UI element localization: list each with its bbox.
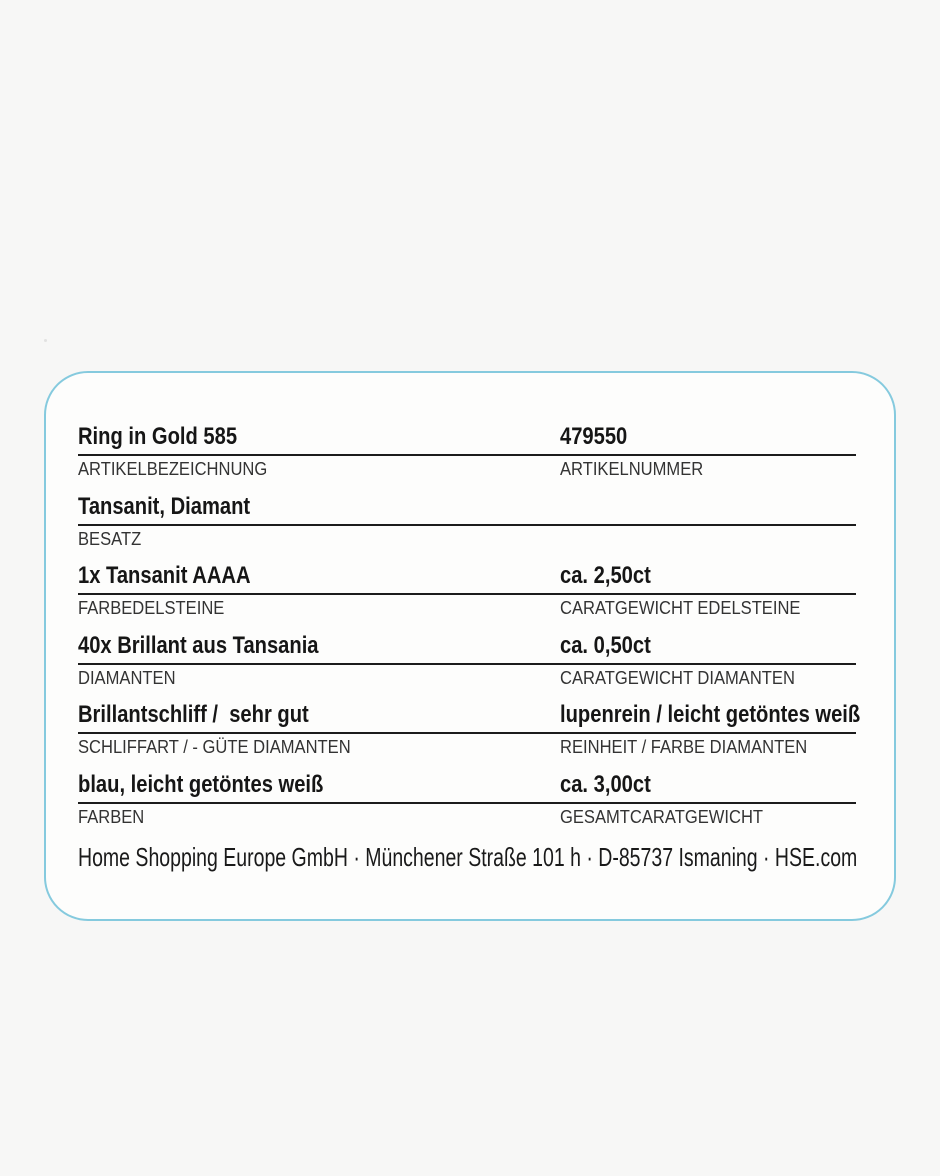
- farben-label: FARBEN: [78, 806, 145, 827]
- background-speck: [44, 339, 47, 342]
- artikelbezeichnung-value: Ring in Gold 585: [78, 423, 238, 450]
- schliffart-value: Brillantschliff / sehr gut: [78, 701, 309, 728]
- spec-row-besatz: [78, 493, 856, 550]
- product-spec-card: [44, 371, 896, 921]
- artikelbezeichnung-label: ARTIKELBEZEICHNUNG: [78, 459, 268, 479]
- caratgewicht-diamanten-value: ca. 0,50ct: [560, 631, 651, 659]
- artikelnummer-value: 479550: [560, 423, 628, 450]
- manufacturer-address-row: [78, 842, 856, 877]
- schliffart-label: SCHLIFFART / - GÜTE DIAMANTEN: [78, 737, 351, 757]
- gesamtcaratgewicht-label: GESAMTCARATGEWICHT: [560, 806, 764, 827]
- farben-value: blau, leicht getöntes weiß: [78, 770, 324, 798]
- besatz-value: Tansanit, Diamant: [78, 492, 251, 520]
- diamanten-value: 40x Brillant aus Tansania: [78, 631, 319, 659]
- diamanten-label: DIAMANTEN: [78, 667, 176, 688]
- caratgewicht-diamanten-label: CARATGEWICHT DIAMANTEN: [560, 667, 795, 688]
- spec-row-farbedelsteine: [78, 562, 856, 619]
- farbedelsteine-value: 1x Tansanit AAAA: [78, 562, 251, 589]
- caratgewicht-edelsteine-value: ca. 2,50ct: [560, 562, 651, 589]
- spec-row-farben: [78, 771, 856, 828]
- spec-row-article: [78, 423, 856, 480]
- manufacturer-address: Home Shopping Europe GmbH · Münchener Straße 101 h · D-85737 Ismaning · HSE.com: [78, 841, 858, 872]
- spec-row-schliffart: [78, 701, 861, 758]
- farbedelsteine-label: FARBEDELSTEINE: [78, 598, 225, 618]
- reinheit-farbe-label: REINHEIT / FARBE DIAMANTEN: [560, 737, 808, 757]
- caratgewicht-edelsteine-label: CARATGEWICHT EDELSTEINE: [560, 598, 801, 618]
- besatz-label: BESATZ: [78, 528, 142, 549]
- artikelnummer-label: ARTIKELNUMMER: [560, 459, 704, 479]
- reinheit-farbe-value: lupenrein / leicht getöntes weiß: [560, 701, 861, 728]
- spec-row-diamanten: [78, 632, 856, 689]
- gesamtcaratgewicht-value: ca. 3,00ct: [560, 770, 651, 798]
